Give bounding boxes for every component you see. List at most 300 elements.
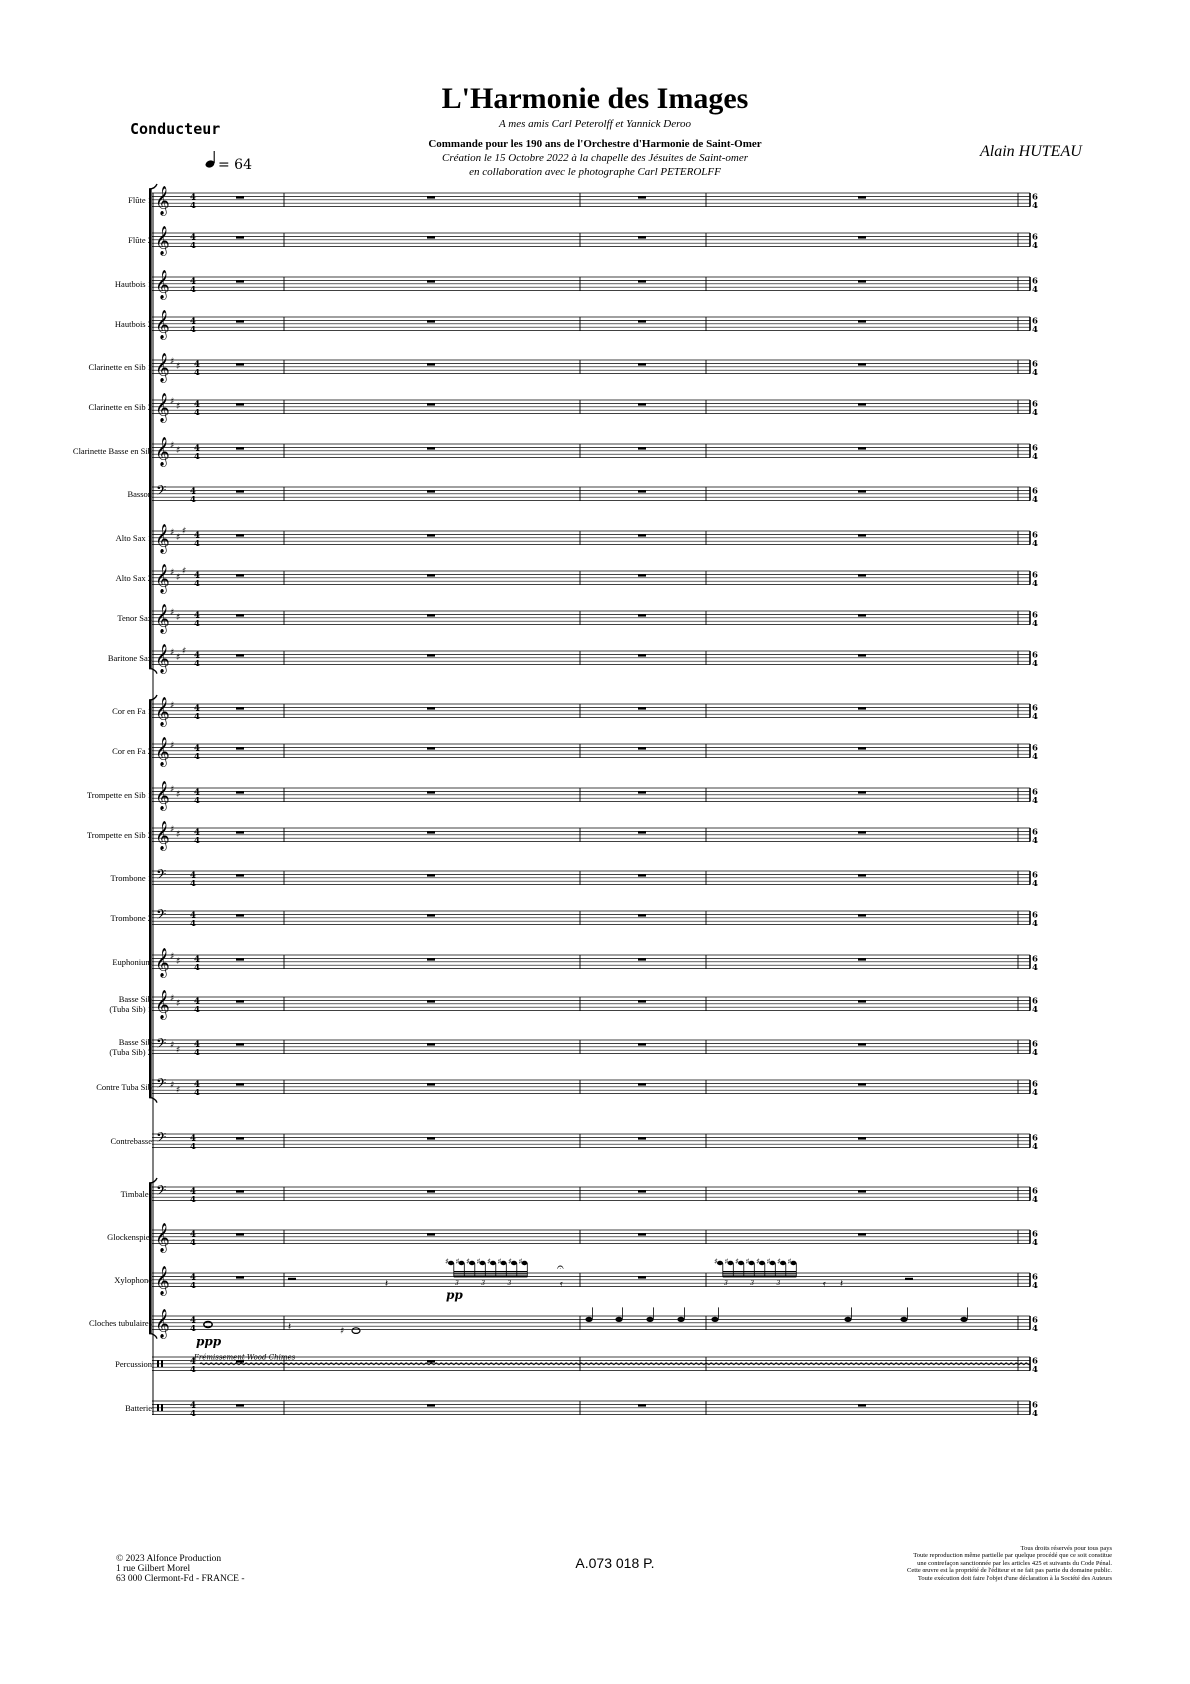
whole-rest — [427, 747, 435, 749]
instrument-label: Trompette en Sib 1 — [86, 789, 152, 800]
time-signature: 4 — [190, 495, 196, 506]
whole-rest — [236, 447, 244, 449]
whole-rest — [858, 490, 866, 492]
time-signature: 4 — [194, 539, 200, 550]
whole-rest — [638, 1043, 646, 1045]
whole-rest — [638, 236, 646, 238]
sharp-icon: ♯ — [476, 1257, 481, 1266]
time-signature: 4 — [190, 1281, 196, 1292]
time-signature-change: 6 — [1032, 1039, 1038, 1050]
xylo-note — [459, 1261, 465, 1265]
address-line-2: 63 000 Clermont-Fd - FRANCE - — [116, 1574, 245, 1584]
time-signature: 4 — [190, 1142, 196, 1153]
sharp-icon: ♯ — [714, 1257, 718, 1266]
group-bracket — [149, 1183, 152, 1334]
catalog-number: A.073 018 P. — [575, 1555, 655, 1571]
whole-rest — [236, 747, 244, 749]
whole-rest — [638, 196, 646, 198]
instrument-label: Hautbois 1 — [114, 278, 152, 289]
time-signature-change: 4 — [1032, 285, 1038, 296]
time-signature: 4 — [194, 752, 200, 763]
whole-rest — [638, 534, 646, 536]
time-signature-change: 4 — [1032, 495, 1038, 506]
bass-clef-icon: 𝄢 — [156, 866, 167, 886]
time-signature: 4 — [190, 1315, 196, 1326]
sharp-icon: ♯ — [777, 1257, 781, 1266]
whole-rest — [427, 958, 435, 960]
whole-rest — [236, 958, 244, 960]
time-signature-change: 6 — [1032, 570, 1038, 581]
time-signature-change: 4 — [1032, 1048, 1038, 1059]
whole-rest — [427, 490, 435, 492]
sharp-icon: ♯ — [170, 1040, 175, 1051]
quarter-note — [900, 1317, 907, 1322]
time-signature: 4 — [190, 192, 196, 203]
dynamic-pp: pp — [446, 1288, 463, 1302]
creation-line: Création le 15 Octobre 2022 à la chapelle des Jésuites de Saint-omer — [441, 152, 748, 164]
score-title: L'Harmonie des Images — [441, 82, 749, 115]
time-signature-change: 4 — [1032, 368, 1038, 379]
treble-clef-icon: 𝄞 — [155, 225, 170, 255]
quarter-note — [615, 1317, 622, 1322]
quarter-note — [960, 1317, 967, 1322]
time-signature: 4 — [194, 570, 200, 581]
whole-rest — [427, 363, 435, 365]
whole-rest — [858, 1404, 866, 1406]
whole-rest — [858, 614, 866, 616]
percussion-clef-icon — [161, 1404, 163, 1411]
dynamic-ppp: ppp — [196, 1334, 222, 1349]
time-signature-change: 4 — [1032, 919, 1038, 930]
note-beam — [723, 1271, 797, 1272]
treble-clef-icon: 𝄞 — [155, 603, 170, 633]
note-beam — [723, 1275, 797, 1276]
treble-clef-icon: 𝄞 — [155, 1308, 170, 1338]
rights-line: Cette œuvre est la propriété de l'éditeur et ne fait pas partie du domaine public. — [907, 1567, 1112, 1575]
whole-rest — [858, 196, 866, 198]
time-signature: 4 — [194, 836, 200, 847]
whole-rest — [427, 831, 435, 833]
quarter-note — [677, 1317, 684, 1322]
xylo-note — [780, 1261, 786, 1265]
whole-rest — [638, 707, 646, 709]
note-beam — [454, 1275, 528, 1276]
sharp-icon: ♯ — [182, 526, 187, 537]
time-signature: 4 — [194, 443, 200, 454]
time-signature: 4 — [194, 1048, 200, 1059]
sharp-icon: ♯ — [497, 1257, 502, 1266]
whole-rest — [858, 1000, 866, 1002]
sharp-icon: ♯ — [176, 1085, 181, 1096]
time-signature: 4 — [194, 743, 200, 754]
note-beam — [723, 1273, 797, 1274]
time-signature: 4 — [190, 1400, 196, 1411]
whole-rest — [858, 447, 866, 449]
time-signature: 4 — [194, 1039, 200, 1050]
tuplet-number: 3 — [455, 1280, 459, 1287]
time-signature-change: 4 — [1032, 659, 1038, 670]
time-signature-change: 4 — [1032, 1088, 1038, 1099]
sharp-icon: ♯ — [787, 1257, 792, 1266]
whole-rest — [858, 534, 866, 536]
treble-clef-icon: 𝄞 — [155, 436, 170, 466]
time-signature: 4 — [194, 359, 200, 370]
whole-rest — [427, 1083, 435, 1085]
time-signature-change: 6 — [1032, 443, 1038, 454]
time-signature: 4 — [190, 910, 196, 921]
treble-clef-icon: 𝄞 — [155, 269, 170, 299]
time-signature-change: 4 — [1032, 1324, 1038, 1335]
time-signature: 4 — [190, 1365, 196, 1376]
xylo-note — [501, 1261, 507, 1265]
time-signature-change: 6 — [1032, 1272, 1038, 1283]
whole-rest — [236, 707, 244, 709]
sharp-icon: ♯ — [182, 566, 187, 577]
whole-rest — [638, 490, 646, 492]
time-signature-change: 4 — [1032, 1238, 1038, 1249]
sharp-icon: ♯ — [487, 1257, 491, 1266]
whole-rest — [236, 320, 244, 322]
whole-rest — [427, 280, 435, 282]
sharp-icon: ♯ — [170, 785, 175, 795]
tuplet-number: 3 — [507, 1280, 512, 1287]
percussion-clef-icon — [161, 1360, 163, 1367]
time-signature-change: 4 — [1032, 712, 1038, 723]
time-signature-change: 6 — [1032, 1186, 1038, 1197]
whole-rest — [427, 1000, 435, 1002]
instrument-label: Xylophone — [114, 1274, 152, 1285]
whole-rest — [858, 574, 866, 576]
whole-note — [204, 1322, 212, 1328]
rights-line: Toute exécution doit faire l'objet d'une déclaration à la Société des Auteurs — [917, 1574, 1112, 1582]
sharp-icon: ♯ — [170, 528, 175, 538]
whole-rest — [638, 958, 646, 960]
whole-rest — [236, 196, 244, 198]
xylo-note — [469, 1261, 475, 1265]
whole-rest — [858, 1043, 866, 1045]
treble-clef-icon: 𝄞 — [155, 309, 170, 339]
treble-clef-icon: 𝄞 — [155, 352, 170, 382]
time-signature-change: 4 — [1032, 796, 1038, 807]
sharp-icon: ♯ — [170, 825, 175, 835]
time-signature-change: 6 — [1032, 827, 1038, 838]
whole-rest — [427, 534, 435, 536]
whole-rest — [236, 1190, 244, 1192]
sharp-icon: ♯ — [176, 790, 181, 801]
instrument-label: Clarinette en Sib 2 — [88, 401, 152, 412]
time-signature-change: 6 — [1032, 787, 1038, 798]
time-signature: 4 — [194, 659, 200, 670]
whole-rest — [638, 791, 646, 793]
time-signature: 4 — [190, 285, 196, 296]
whole-rest — [858, 654, 866, 656]
sharp-icon: ♯ — [724, 1257, 729, 1266]
whole-rest — [638, 1404, 646, 1406]
time-signature: 4 — [190, 1195, 196, 1206]
quarter-note — [646, 1317, 653, 1322]
sharp-icon: ♯ — [170, 648, 175, 658]
whole-rest — [236, 1000, 244, 1002]
sharp-icon: ♯ — [170, 608, 175, 618]
whole-rest — [858, 707, 866, 709]
time-signature: 4 — [190, 1186, 196, 1197]
time-signature-change: 6 — [1032, 954, 1038, 965]
whole-rest — [236, 874, 244, 876]
whole-rest — [236, 1137, 244, 1139]
time-signature-change: 6 — [1032, 399, 1038, 410]
sharp-icon: ♯ — [518, 1257, 523, 1266]
instrument-label: Basse Sib (Tuba Sib) 2 — [109, 1036, 152, 1057]
whole-rest — [236, 914, 244, 916]
treble-clef-icon: 𝄞 — [155, 780, 170, 810]
whole-rest — [858, 791, 866, 793]
whole-rest — [236, 614, 244, 616]
whole-rest — [427, 791, 435, 793]
sharp-icon: ♯ — [466, 1257, 470, 1266]
sharp-icon: ♯ — [170, 1080, 175, 1091]
instrument-label: Batterie — [125, 1402, 152, 1413]
time-signature: 4 — [194, 963, 200, 974]
instrument-label: Contrebasse — [110, 1135, 152, 1146]
rights-line: Toute reproduction même partielle par quelque procédé que ce soit constitue — [913, 1552, 1112, 1560]
xylo-note — [511, 1261, 517, 1265]
time-signature: 4 — [190, 1229, 196, 1240]
treble-clef-icon: 𝄞 — [155, 523, 170, 553]
whole-rest — [427, 1137, 435, 1139]
sharp-icon: ♯ — [170, 441, 175, 451]
part-label: Conducteur — [130, 120, 221, 138]
whole-rest — [638, 831, 646, 833]
sharp-icon: ♯ — [170, 397, 175, 407]
whole-rest — [858, 403, 866, 405]
whole-rest — [638, 1190, 646, 1192]
instrument-label: Glockenspiel — [107, 1231, 152, 1242]
time-signature-change: 6 — [1032, 1229, 1038, 1240]
rights-line: Tous droits réservés pour tous pays — [1020, 1545, 1112, 1552]
time-signature: 4 — [190, 1324, 196, 1335]
time-signature: 4 — [194, 1079, 200, 1090]
xylo-note — [770, 1261, 776, 1265]
time-signature-change: 6 — [1032, 1315, 1038, 1326]
whole-rest — [427, 403, 435, 405]
time-signature-change: 6 — [1032, 486, 1038, 497]
time-signature-change: 4 — [1032, 879, 1038, 890]
whole-rest — [858, 1137, 866, 1139]
whole-rest — [236, 1043, 244, 1045]
sharp-icon: ♯ — [455, 1257, 460, 1266]
time-signature-change: 4 — [1032, 1409, 1038, 1420]
treble-clef-icon: 𝄞 — [155, 989, 170, 1019]
instrument-label: Alto Sax 2 — [115, 572, 152, 583]
whole-rest — [638, 320, 646, 322]
whole-rest — [858, 914, 866, 916]
instrument-label: Flûte 1 — [128, 194, 152, 205]
instrument-label: Basson — [127, 488, 152, 499]
sharp-icon: ♯ — [170, 568, 175, 578]
note-beam — [454, 1271, 528, 1272]
whole-rest — [427, 1233, 435, 1235]
time-signature-change: 4 — [1032, 619, 1038, 630]
time-signature-change: 4 — [1032, 1005, 1038, 1016]
whole-rest — [858, 236, 866, 238]
tuplet-number: 3 — [776, 1280, 781, 1287]
time-signature-change: 4 — [1032, 579, 1038, 590]
whole-rest — [236, 1404, 244, 1406]
instrument-label: Contre Tuba Sib — [96, 1081, 152, 1092]
whole-rest — [638, 614, 646, 616]
time-signature: 4 — [194, 954, 200, 965]
time-signature-change: 4 — [1032, 1195, 1038, 1206]
time-signature-change: 4 — [1032, 963, 1038, 974]
treble-clef-icon: 𝄞 — [155, 1222, 170, 1252]
time-signature: 4 — [194, 368, 200, 379]
tuplet-number: 3 — [750, 1280, 755, 1287]
instrument-label: Trombone 1 — [110, 872, 152, 883]
whole-rest — [858, 1233, 866, 1235]
quarter-rest-icon: 𝄽 — [288, 1321, 292, 1333]
time-signature-change: 6 — [1032, 610, 1038, 621]
time-signature-change: 4 — [1032, 452, 1038, 463]
whole-rest — [427, 654, 435, 656]
copyright: © 2023 Alfonce Production — [116, 1554, 222, 1564]
whole-rest — [638, 447, 646, 449]
whole-rest — [638, 914, 646, 916]
half-rest — [905, 1278, 913, 1280]
sharp-icon: ♯ — [735, 1257, 739, 1266]
whole-rest — [858, 320, 866, 322]
quarter-note — [711, 1317, 718, 1322]
time-signature-change: 4 — [1032, 1142, 1038, 1153]
time-signature-change: 4 — [1032, 752, 1038, 763]
time-signature: 4 — [190, 1356, 196, 1367]
treble-clef-icon: 𝄞 — [155, 392, 170, 422]
instrument-label: Hautbois 2 — [114, 318, 152, 329]
time-signature: 4 — [194, 610, 200, 621]
instrument-label: Baritone Sax — [107, 652, 152, 663]
sharp-icon: ♯ — [176, 653, 181, 664]
whole-rest — [427, 1190, 435, 1192]
sixteenth-rest-icon: 𝄿 — [823, 1279, 826, 1290]
time-signature-change: 4 — [1032, 1365, 1038, 1376]
time-signature-change: 6 — [1032, 316, 1038, 327]
xylo-note — [728, 1261, 734, 1265]
bass-clef-icon: 𝄢 — [156, 482, 167, 502]
whole-rest — [638, 874, 646, 876]
sharp-icon: ♯ — [176, 362, 181, 373]
treble-clef-icon: 𝄞 — [155, 696, 170, 726]
sharp-icon: ♯ — [170, 741, 175, 751]
time-signature-change: 6 — [1032, 743, 1038, 754]
time-signature: 4 — [194, 1005, 200, 1016]
whole-rest — [427, 236, 435, 238]
sharp-icon: ♯ — [766, 1257, 771, 1266]
whole-rest — [638, 654, 646, 656]
instrument-label: Cloches tubulaires — [88, 1317, 152, 1328]
sharp-icon: ♯ — [508, 1257, 512, 1266]
fermata-icon: 𝄐 — [557, 1260, 564, 1274]
whole-rest — [236, 280, 244, 282]
quarter-rest-icon: 𝄽 — [385, 1278, 389, 1290]
percussion-clef-icon — [157, 1404, 159, 1411]
time-signature: 4 — [194, 787, 200, 798]
time-signature: 4 — [194, 796, 200, 807]
whole-rest — [858, 363, 866, 365]
time-signature: 4 — [194, 399, 200, 410]
time-signature-change: 6 — [1032, 870, 1038, 881]
time-signature-change: 6 — [1032, 359, 1038, 370]
treble-clef-icon: 𝄞 — [155, 563, 170, 593]
time-signature: 4 — [194, 703, 200, 714]
time-signature: 4 — [190, 870, 196, 881]
whole-rest — [858, 747, 866, 749]
time-signature-change: 4 — [1032, 201, 1038, 212]
time-signature-change: 6 — [1032, 192, 1038, 203]
whole-rest — [638, 1083, 646, 1085]
whole-rest — [427, 707, 435, 709]
time-signature: 4 — [194, 408, 200, 419]
bass-clef-icon: 𝄢 — [156, 906, 167, 926]
instrument-label: Clarinette en Sib 1 — [88, 361, 152, 372]
composer-name: Alain HUTEAU — [980, 143, 1082, 160]
sharp-icon: ♯ — [170, 994, 175, 1004]
time-signature: 4 — [194, 619, 200, 630]
whole-rest — [236, 791, 244, 793]
treble-clef-icon: 𝄞 — [155, 1265, 170, 1295]
technique-text: Frémissement Wood Chimes — [194, 1353, 296, 1362]
note-beam — [723, 1276, 797, 1277]
sharp-icon: ♯ — [176, 613, 181, 624]
time-signature: 4 — [190, 325, 196, 336]
instrument-label: Basse Sib (Tuba Sib) 1 — [109, 993, 152, 1014]
time-signature: 4 — [190, 879, 196, 890]
treble-clef-icon: 𝄞 — [155, 820, 170, 850]
time-signature: 4 — [194, 530, 200, 541]
sharp-icon: ♯ — [176, 999, 181, 1010]
bass-clef-icon: 𝄢 — [156, 1129, 167, 1149]
whole-rest — [427, 447, 435, 449]
whole-rest — [427, 614, 435, 616]
note-beam — [454, 1273, 528, 1274]
quarter-note — [585, 1317, 592, 1322]
whole-rest — [427, 914, 435, 916]
xylo-note — [791, 1261, 797, 1265]
whole-rest — [427, 1404, 435, 1406]
time-signature-change: 6 — [1032, 276, 1038, 287]
whole-rest — [858, 1083, 866, 1085]
whole-rest — [427, 574, 435, 576]
whole-rest — [236, 1276, 244, 1278]
time-signature-change: 6 — [1032, 1356, 1038, 1367]
instrument-label: Cor en Fa 1 — [112, 705, 152, 716]
time-signature-change: 6 — [1032, 1133, 1038, 1144]
time-signature: 4 — [190, 919, 196, 930]
rights-notice — [800, 1545, 1112, 1582]
instrument-label: Clarinette Basse en Sib — [72, 445, 152, 456]
time-signature: 4 — [190, 1133, 196, 1144]
time-signature: 4 — [194, 996, 200, 1007]
whole-rest — [638, 403, 646, 405]
whole-rest — [236, 403, 244, 405]
whole-rest — [427, 196, 435, 198]
time-signature: 4 — [190, 232, 196, 243]
sharp-icon: ♯ — [170, 701, 175, 711]
xylo-note — [759, 1261, 765, 1265]
sharp-icon: ♯ — [176, 402, 181, 413]
sharp-icon: ♯ — [176, 957, 181, 968]
time-signature-change: 6 — [1032, 703, 1038, 714]
whole-rest — [236, 363, 244, 365]
collaboration-line: en collaboration avec le photographe Carl PETEROLFF — [469, 166, 721, 178]
